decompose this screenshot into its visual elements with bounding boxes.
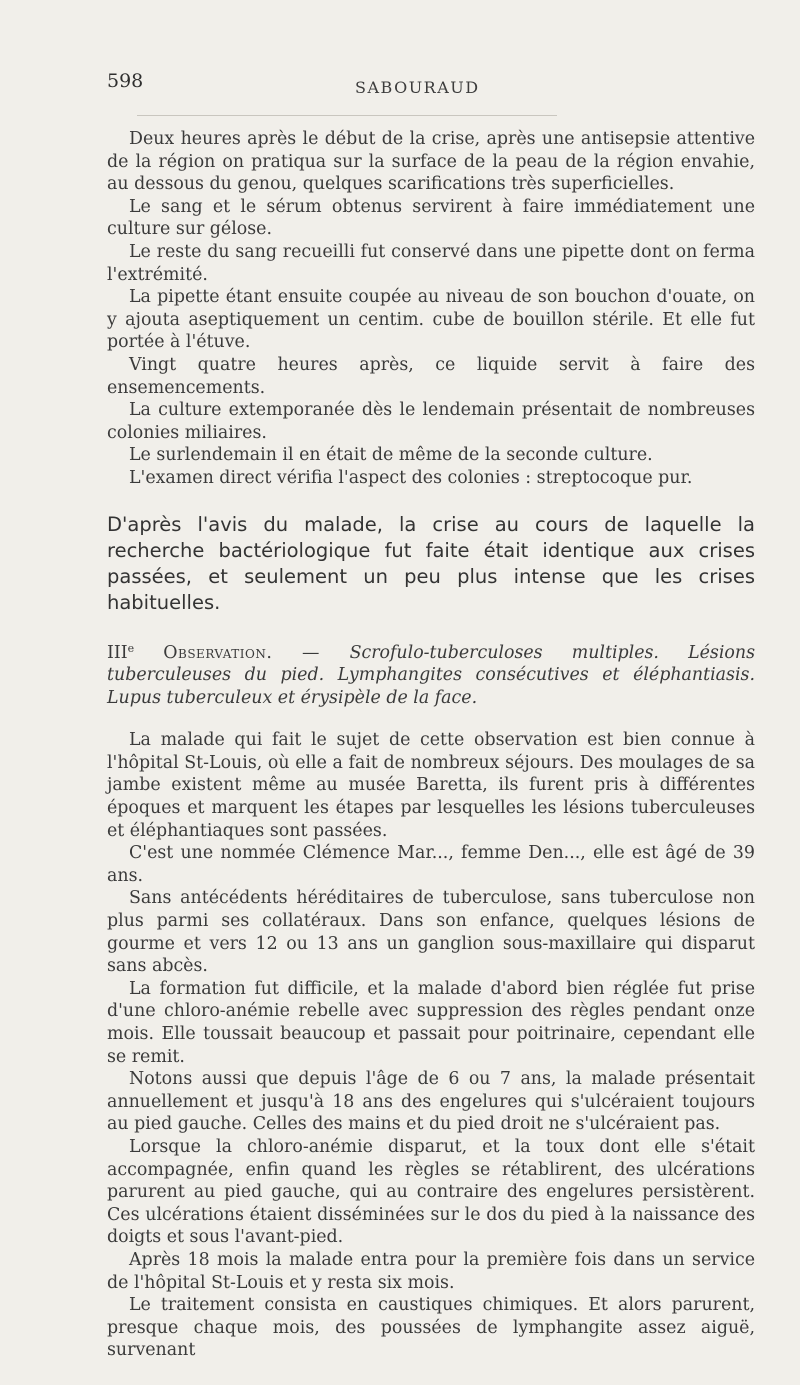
paragraph: Le surlendemain il en était de même de la seconde culture. bbox=[129, 445, 653, 466]
paragraph: Sans antécédents héréditaires de tuberculose, sans tuberculose non plus parmi ses collatéraux. Dans son enfance, quelques lésions de gourme et vers 12 ou 13 ans un ganglion sous-maxillaire qui disparut sans abcès. bbox=[107, 888, 755, 977]
observation-numeral-sup: e bbox=[127, 641, 135, 655]
paragraph: Vingt quatre heures après, ce liquide servit à faire des ensemencements. bbox=[107, 354, 755, 398]
running-head: SABOURAUD bbox=[355, 78, 480, 97]
observation-numeral: III bbox=[107, 642, 128, 663]
page-header bbox=[107, 70, 757, 110]
paragraph: Le traitement consista en caustiques chimiques. Et alors parurent, presque chaque mois, des poussées de lymphangite assez aiguë, survenant bbox=[107, 1295, 755, 1361]
page-body bbox=[107, 128, 755, 1362]
paragraph: Deux heures après le début de la crise, après une antisepsie attentive de la région on pratiqua sur la surface de la peau de la région envahie, au dessous du genou, quelques scarifications très superficielles. bbox=[107, 129, 755, 195]
header-rule bbox=[137, 115, 557, 116]
paragraph: Lorsque la chloro-anémie disparut, et la toux dont elle s'était accompagnée, enfin quand les règles se rétablirent, des ulcérations parurent au pied gauche, qui au contraire des engelures persistèrent. Ces ulcérations étaient disséminées sur le dos du pied à la naissance des doigts et sous l'avant-pied. bbox=[107, 1136, 755, 1248]
observation-heading bbox=[107, 638, 755, 710]
paragraph: Le reste du sang recueilli fut conservé dans une pipette dont on ferma l'extrémité. bbox=[107, 241, 755, 285]
paragraph: Notons aussi que depuis l'âge de 6 ou 7 ans, la malade présentait annuellement et jusqu'à 18 ans des engelures qui s'ulcéraient toujours au pied gauche. Celles des mains et du pied droit ne s'ulcéraient pas. bbox=[107, 1069, 755, 1135]
paragraph: Après 18 mois la malade entra pour la première fois dans un service de l'hôpital St-Louis et y resta six mois. bbox=[107, 1249, 755, 1293]
page-number: 598 bbox=[107, 70, 144, 92]
spacer bbox=[107, 490, 755, 512]
spacer bbox=[107, 616, 755, 638]
paragraph: L'examen direct vérifia l'aspect des colonies : streptocoque pur. bbox=[129, 467, 693, 488]
lead-paragraph: D'après l'avis du malade, la crise au cours de laquelle la recherche bactériologique fut faite était identique aux crises passées, et seulement un peu plus intense que les crises habituelles. bbox=[107, 512, 755, 614]
paragraph: Le sang et le sérum obtenus servirent à faire immédiatement une culture sur gélose. bbox=[107, 196, 755, 240]
paragraph: La malade qui fait le sujet de cette observation est bien connue à l'hôpital St-Louis, où elle a fait de nombreux séjours. Des moulages de sa jambe existent même au musée Baretta, ils furent pris à différentes époques et marquent les étapes par lesquelles les lésions tuberculeuses et éléphantiaques sont passées. bbox=[107, 730, 755, 841]
paragraph: La culture extemporanée dès le lendemain présentait de nombreuses colonies miliaires. bbox=[107, 400, 755, 443]
paragraph: C'est une nommée Clémence Mar..., femme Den..., elle est âgé de 39 ans. bbox=[107, 843, 755, 886]
observation-title: Scrofulo-tuberculoses multiples. Lésions tuberculeuses du pied. Lymphangites consécutives et éléphantiasis. Lupus tuberculeux et érysipèle de la face. bbox=[107, 642, 756, 708]
paragraph: La pipette étant ensuite coupée au niveau de son bouchon d'ouate, on y ajouta aseptiquement un centim. cube de bouillon stérile. Et elle fut portée à l'étuve. bbox=[107, 287, 755, 353]
observation-label: Observation. — bbox=[163, 642, 350, 663]
spacer bbox=[107, 709, 755, 729]
paragraph: La formation fut difficile, et la malade d'abord bien réglée fut prise d'une chloro-anémie rebelle avec suppression des règles pendant onze mois. Elle toussait beaucoup et passait pour poitrinaire, cependant elle se remit. bbox=[107, 978, 755, 1067]
